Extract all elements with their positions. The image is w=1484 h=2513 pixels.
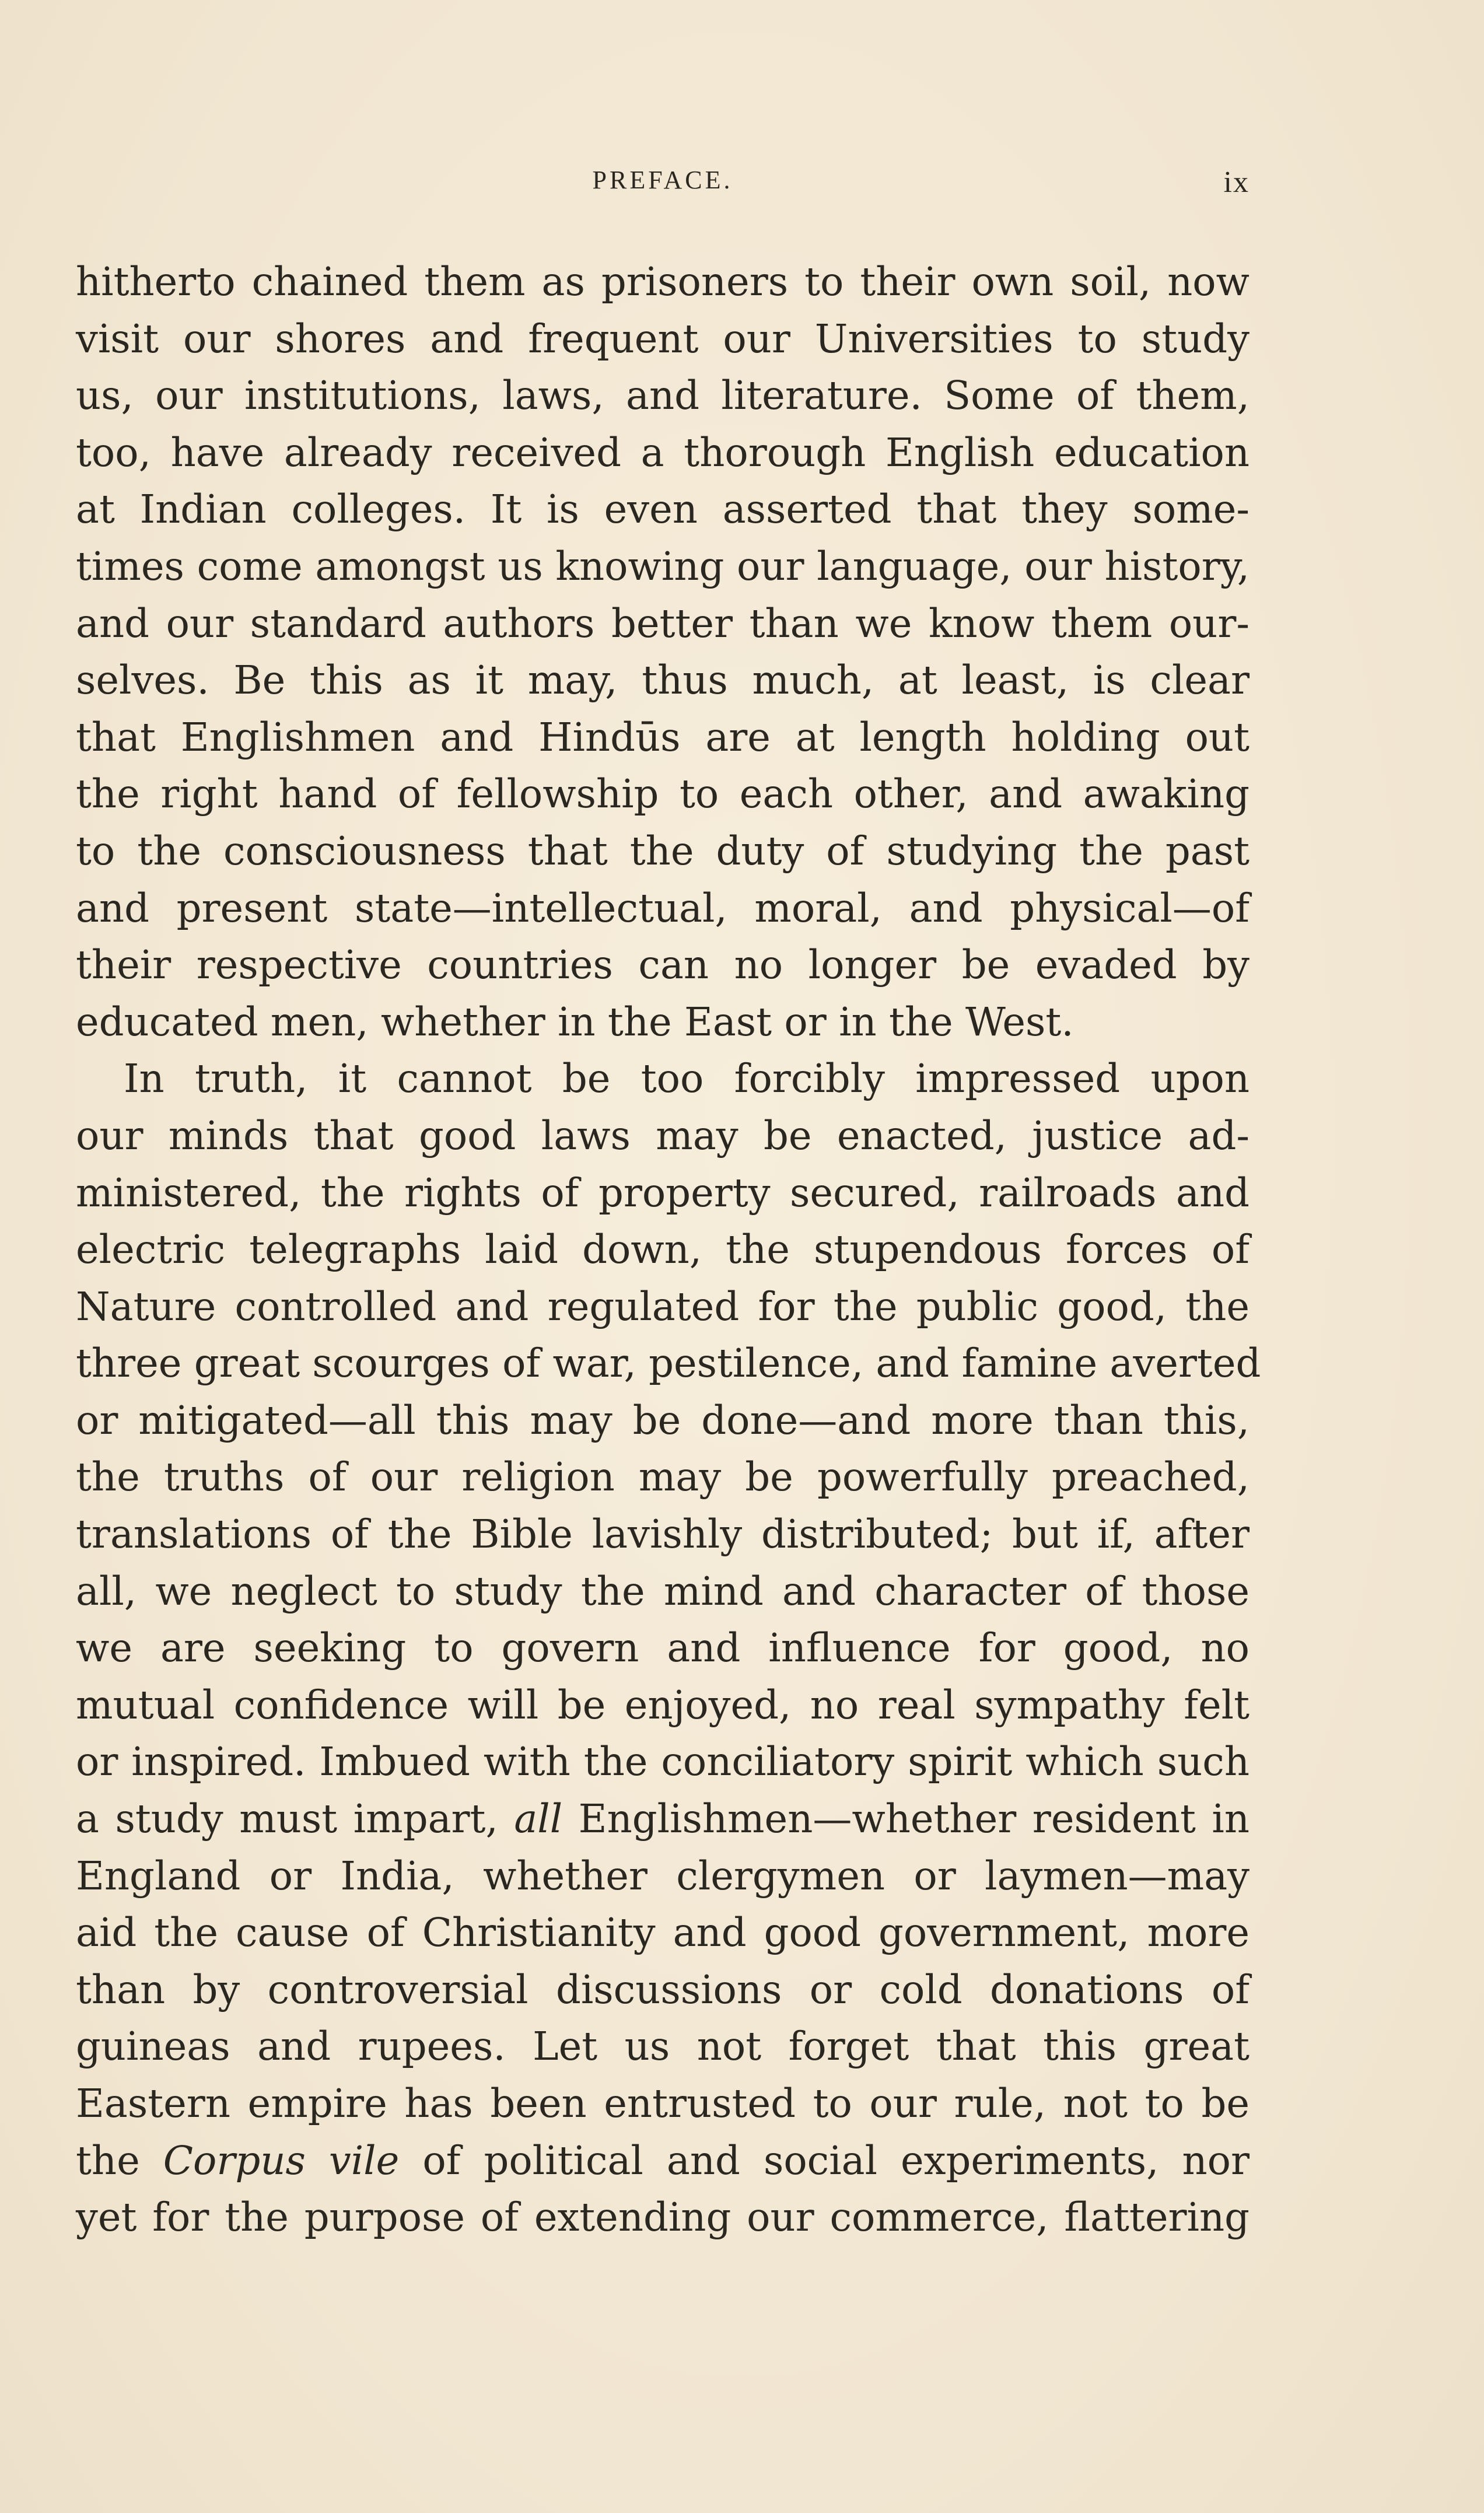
text-line: hitherto chained them as prisoners to their own soil, now <box>76 259 1250 304</box>
text-line: Nature controlled and regulated for the public good, the <box>76 1283 1250 1329</box>
text-line: translations of the Bible lavishly distributed; but if, after <box>76 1511 1250 1558</box>
text-line: that Englishmen and Hindūs are at length holding out <box>76 714 1250 760</box>
text-line-with-italic <box>76 2133 1250 2190</box>
line-text: the <box>76 2137 163 2183</box>
text-line: guineas and rupees. Let us not forget that this great <box>76 2024 1250 2070</box>
text-line: than by controversial discussions or cold donations of <box>76 1966 1250 2013</box>
text-line: to the consciousness that the duty of studying the past <box>76 828 1250 874</box>
text-line: the right hand of fellowship to each other, and awaking <box>76 771 1250 817</box>
paragraph-start-line: In truth, it cannot be too forcibly impressed upon <box>124 1056 1250 1102</box>
text-line: our minds that good laws may be enacted, justice ad- <box>76 1112 1250 1158</box>
line-text: Englishmen—whether resident in <box>562 1796 1250 1842</box>
text-line: the truths of our religion may be powerfully preached, <box>76 1454 1250 1500</box>
text-line: electric telegraphs laid down, the stupendous forces of <box>76 1227 1250 1273</box>
text-line: aid the cause of Christianity and good government, more <box>76 1910 1250 1956</box>
line-text: of political and social experiments, nor <box>399 2137 1250 2183</box>
body-text <box>76 254 1261 2246</box>
text-line: us, our institutions, laws, and literature. Some of them, <box>76 373 1250 419</box>
text-line: their respective countries can no longer be evaded by <box>76 942 1250 988</box>
text-line: Eastern empire has been entrusted to our rule, not to be <box>76 2081 1250 2126</box>
text-line: times come amongst us knowing our language, our history, <box>76 543 1250 589</box>
text-line: or mitigated—all this may be done—and more than this, <box>76 1397 1250 1443</box>
text-line: or inspired. Imbued with the conciliatory spirit which such <box>76 1739 1250 1785</box>
text-line: and our standard authors better than we know them our- <box>76 600 1250 646</box>
text-line: England or India, whether clergymen or laymen—may <box>76 1853 1250 1899</box>
text-line-with-italic <box>76 1791 1250 1848</box>
running-head <box>76 165 1250 206</box>
text-line: we are seeking to govern and influence for good, no <box>76 1625 1250 1671</box>
italic-phrase: Corpus vile <box>163 2137 400 2183</box>
text-line: too, have already received a thorough English education <box>76 429 1250 475</box>
text-line: ministered, the rights of property secured, railroads and <box>76 1170 1250 1216</box>
text-line: and present state—intellectual, moral, and physical—of <box>76 885 1250 931</box>
paragraph-end-line: educated men, whether in the East or in the West. <box>76 999 1074 1045</box>
text-line: all, we neglect to study the mind and character of those <box>76 1568 1250 1614</box>
page-number: ix <box>1223 166 1250 199</box>
text-line: at Indian colleges. It is even asserted that they some- <box>76 487 1250 533</box>
text-line: yet for the purpose of extending our commerce, flattering <box>76 2194 1250 2241</box>
text-line: mutual confidence will be enjoyed, no real sympathy felt <box>76 1682 1250 1728</box>
line-text: a study must impart, <box>76 1796 514 1842</box>
italic-word: all <box>514 1796 563 1842</box>
text-line: selves. Be this as it may, thus much, at least, is clear <box>76 657 1250 704</box>
text-line: three great scourges of war, pestilence, and famine averted <box>76 1340 1261 1387</box>
running-title: PREFACE. <box>592 166 733 194</box>
text-line: visit our shores and frequent our Universities to study <box>76 316 1250 362</box>
